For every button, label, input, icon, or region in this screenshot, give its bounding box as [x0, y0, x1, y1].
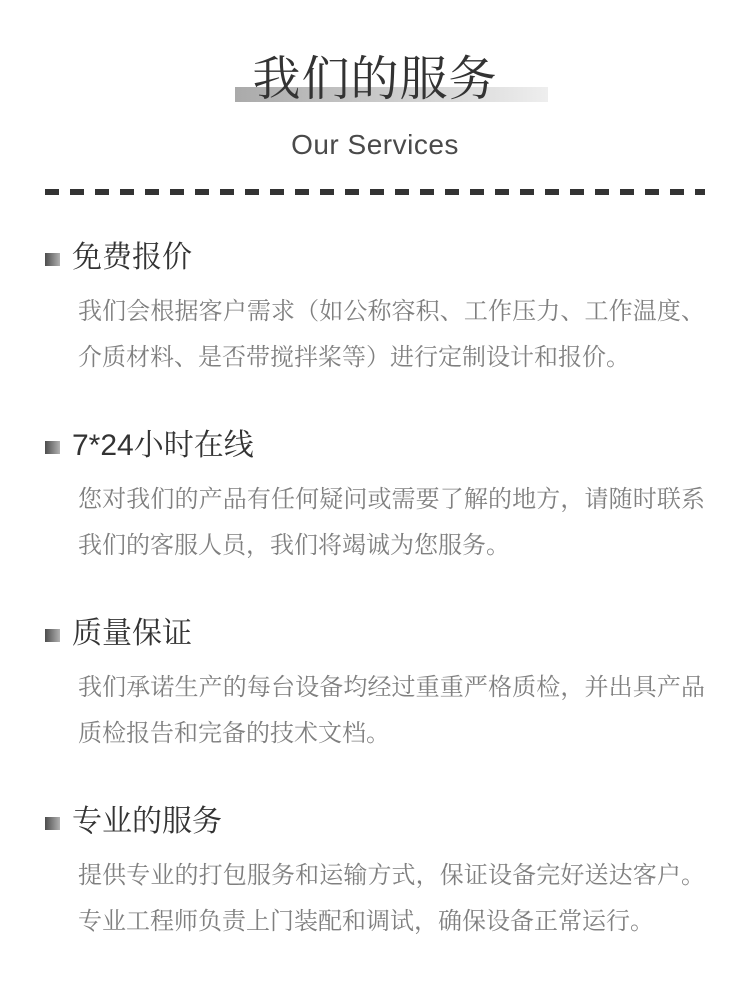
service-title: 质量保证 — [72, 617, 192, 650]
service-item-header — [45, 240, 705, 276]
square-bullet-icon — [45, 441, 60, 454]
square-bullet-icon — [45, 817, 60, 830]
service-item-header — [45, 616, 705, 652]
square-bullet-icon — [45, 253, 60, 266]
service-title: 专业的服务 — [72, 805, 222, 838]
service-title: 免费报价 — [72, 241, 192, 274]
section-title-text: 我们的服务 — [252, 53, 498, 106]
service-list — [45, 240, 705, 945]
section-header — [45, 52, 705, 195]
service-item-online-support — [45, 428, 705, 569]
service-description: 我们会根据客户需求（如公称容积、工作压力、工作温度、介质材料、是否带搅拌桨等）进行定制设计和报价。 — [78, 298, 705, 371]
section-subtitle: Our Services — [291, 129, 459, 160]
service-description: 您对我们的产品有任何疑问或需要了解的地方，请随时联系我们的客服人员，我们将竭诚为您服务。 — [78, 486, 705, 559]
service-item-free-quote — [45, 240, 705, 381]
square-bullet-icon — [45, 629, 60, 642]
service-item-quality-guarantee — [45, 616, 705, 757]
dashed-divider — [45, 189, 705, 195]
section-title — [252, 52, 497, 108]
service-item-header — [45, 804, 705, 840]
service-item-header — [45, 428, 705, 464]
service-title: 7*24小时在线 — [72, 429, 254, 462]
service-item-professional-service — [45, 804, 705, 945]
service-description: 提供专业的打包服务和运输方式，保证设备完好送达客户。专业工程师负责上门装配和调试，确保设备正常运行。 — [78, 862, 705, 935]
service-description: 我们承诺生产的每台设备均经过重重严格质检，并出具产品质检报告和完备的技术文档。 — [78, 674, 705, 747]
